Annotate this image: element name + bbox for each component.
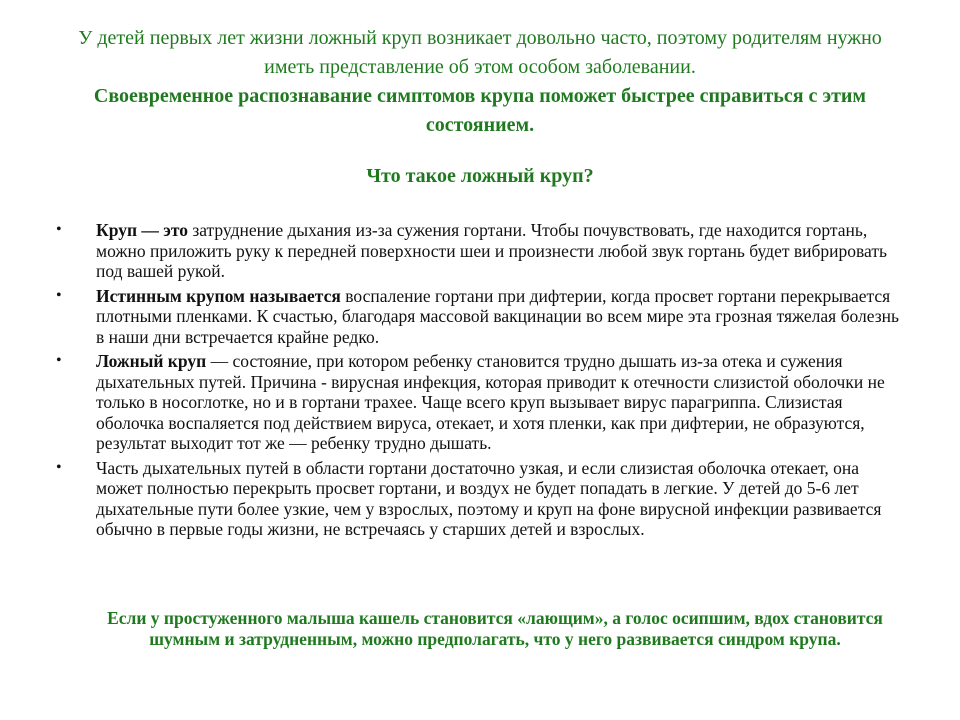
list-item: [54, 458, 904, 540]
intro-emphasis: Своевременное распознавание симптомов крупа поможет быстрее справиться с этим состоянием.: [93, 85, 867, 136]
list-item: [54, 351, 904, 454]
bullet-icon: •: [56, 221, 62, 238]
bullet-icon: •: [56, 286, 62, 304]
intro-paragraph: [70, 24, 890, 140]
bullet-icon: •: [56, 352, 62, 369]
bullet-list: [54, 220, 904, 544]
list-item-text: — состояние, при котором ребенку становится трудно дышать из-за отека и сужения дыхательных путей. Причина - вирусная инфекция, которая приводит к отечности слизистой оболочки не только в носоглотке, но и в гортани трахее. Чаще всего круп вызывает вирус парагриппа. Слизистая оболочка воспаляется под действием вируса, отекает, и хотя пленки, как при дифтерии, не образуются, результат выходит тот же — ребенку трудно дышать.: [96, 351, 885, 453]
bullet-icon: •: [56, 458, 62, 476]
list-item-term: Истинным крупом называется: [96, 285, 341, 306]
list-item-text: Часть дыхательных путей в области гортани достаточно узкая, и если слизистая оболочка отекает, она может полностью перекрыть просвет гортани, и воздух не будет попадать в легкие. У детей до 5-6 лет дыхательные пути более узкие, чем у взрослых, поэтому и круп на фоне вирусной инфекции развивается обычно в первые годы жизни, не встречаясь у старших детей и взрослых.: [96, 457, 882, 539]
list-item: [54, 286, 904, 348]
intro-text: У детей первых лет жизни ложный круп возникает довольно часто, поэтому родителям нужно иметь представление об этом особом заболевании.: [78, 27, 882, 78]
list-item-text: затруднение дыхания из-за сужения гортани. Чтобы почувствовать, где находится гортань, можно приложить руку к передней поверхности шеи и произнести любой звук гортань будет вибрировать под вашей рукой.: [96, 220, 887, 281]
list-item-term: Круп — это: [96, 220, 188, 240]
closing-note: Если у простуженного малыша кашель становится «лающим», а голос осипшим, вдох становится шумным и затрудненным, можно предполагать, что у него развивается синдром крупа.: [107, 608, 883, 649]
section-heading: Что такое ложный круп?: [366, 165, 594, 187]
list-item-text: воспаление гортани при дифтерии, когда просвет гортани перекрывается плотными пленками. К счастью, благодаря массовой вакцинации во всем мире эта грозная тяжелая болезнь в наши дни встречается крайне редко.: [96, 285, 899, 347]
list-item-term: Ложный круп: [96, 351, 207, 371]
list-item: [54, 220, 904, 282]
